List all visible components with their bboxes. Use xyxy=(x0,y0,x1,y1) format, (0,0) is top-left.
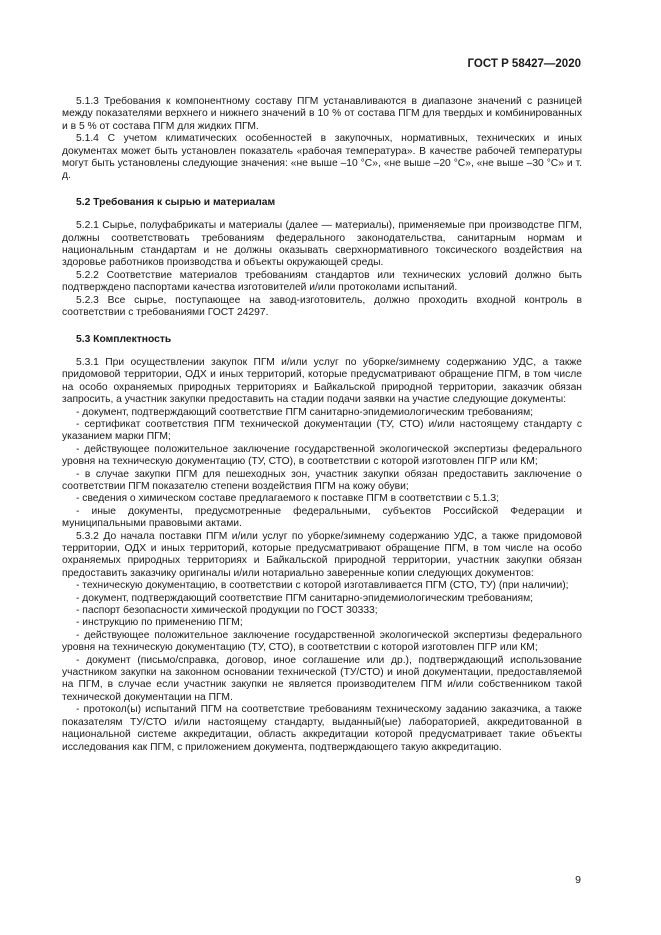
list-item: - документ (письмо/справка, договор, иное соглашение или др.), подтверждающий использование участником закупки на законном основании технической (ТУ/СТО) и иной документации, предоставляемой на ПГМ, в случае если участник закупки не является производителем ПГМ и/или собственником такой технической документации на ПГМ. xyxy=(62,654,582,703)
list-item: - инструкцию по применению ПГМ; xyxy=(76,617,243,629)
section-heading-5-3: 5.3 Комплектность xyxy=(76,333,172,345)
paragraph-5-1-4: 5.1.4 С учетом климатических особенностей в закупочных, нормативных, технических и иных документах может быть установлен показатель «рабочая температура». В качестве рабочей температуры могут быть установлены следующие значения: «не выше –10 °С», «не выше –20 °С», «не выше –30 °С» и т. д. xyxy=(62,133,582,182)
paragraph-5-3-1: 5.3.1 При осуществлении закупок ПГМ и/или услуг по уборке/зимнему содержанию УДС, а также придомовой территории, ОДХ и иных территорий, которые предусматривают обращение ПГМ, в том числе на особо охраняемых природных территориях и Байкальской природной территории, заказчик обязан запросить, а участник закупки предоставить на стадии подачи заявки на участие следующие документы: xyxy=(62,356,582,406)
list-item: - сведения о химическом составе предлагаемого к поставке ПГМ в соответствии с 5.1.3; xyxy=(76,493,499,505)
standard-header: ГОСТ Р 58427—2020 xyxy=(467,58,581,70)
page-number: 9 xyxy=(575,874,581,886)
list-item: - в случае закупки ПГМ для пешеходных зон, участник закупки обязан предоставить заключение о соответствии ПГМ показателю степени воздействия ПГМ на кожу обуви; xyxy=(62,468,582,492)
list-item: - техническую документацию, в соответствии с которой изготавливается ПГМ (СТО, ТУ) (при наличии); xyxy=(76,580,569,592)
list-item: - сертификат соответствия ПГМ технической документации (ТУ, СТО) и/или настоящему стандарту с указанием марки ПГМ; xyxy=(62,418,582,443)
list-item: - иные документы, предусмотренные федеральными, субъектов Российской Федерации и муниципальными правовыми актами. xyxy=(62,505,582,530)
list-item: - паспорт безопасности химической продукции по ГОСТ 30333; xyxy=(76,605,378,617)
list-item: - действующее положительное заключение государственной экологической экспертизы федерального уровня на техническую документацию (ТУ, СТО), в соответствии с которой изготовлен ПГР или КМ; xyxy=(62,443,582,468)
paragraph-5-2-2: 5.2.2 Соответствие материалов требованиям стандартов или технических условий должно быть подтверждено паспортами качества изготовителей и/или протоколами испытаний. xyxy=(62,269,582,294)
page-content xyxy=(62,96,582,754)
list-item: - протокол(ы) испытаний ПГМ на соответствие требованиям техническому заданию заказчика, а также показателям ТУ/СТО и/или настоящему стандарту, выданный(ые) лабораторией, аккредитованной в национальной системе аккредитации, область аккредитации которой предусматривает такие объекты исследования как ПГМ, с приложением документа, подтверждающего такую аккредитацию. xyxy=(62,704,582,753)
paragraph-5-1-3: 5.1.3 Требования к компонентному составу ПГМ устанавливаются в диапазоне значений с разницей между показателями верхнего и нижнего значений в 10 % от состава ПГМ для твердых и комбинированных и в 5 % от состава ПГМ для жидких ПГМ. xyxy=(62,96,582,132)
paragraph-5-2-1: 5.2.1 Сырье, полуфабрикаты и материалы (далее — материалы), применяемые при производстве ПГМ, должны соответствовать требованиям федерального законодательства, санитарным нормам и национальным стандартам и не должны оказывать сверхнормативного токсического воздействия на здоровье работников производства и объекты окружающей среды. xyxy=(62,220,582,269)
list-item: - действующее положительное заключение государственной экологической экспертизы федерального уровня на техническую документацию (ТУ, СТО), в соответствии с которой изготовлен ПГР или КМ; xyxy=(62,629,582,654)
list-item: - документ, подтверждающий соответствие ПГМ санитарно-эпидемиологическим требованиям; xyxy=(76,406,534,418)
paragraph-5-3-2: 5.3.2 До начала поставки ПГМ и/или услуг по уборке/зимнему содержанию УДС, а также придомовой территории, ОДХ и иных территорий, которые предусматривают обращение ПГМ, в том числе на особо охраняемых природных территориях и Байкальской природной территории, участник закупки обязан предоставить заказчику оригиналы и/или нотариально заверенные копии следующих документов: xyxy=(62,530,582,579)
paragraph-5-2-3: 5.2.3 Все сырье, поступающее на завод-изготовитель, должно проходить входной контроль в соответствии с требованиями ГОСТ 24297. xyxy=(62,294,582,319)
list-item: - документ, подтверждающий соответствие ПГМ санитарно-эпидемиологическим требованиям; xyxy=(76,592,534,604)
section-heading-5-2: 5.2 Требования к сырью и материалам xyxy=(76,196,276,208)
